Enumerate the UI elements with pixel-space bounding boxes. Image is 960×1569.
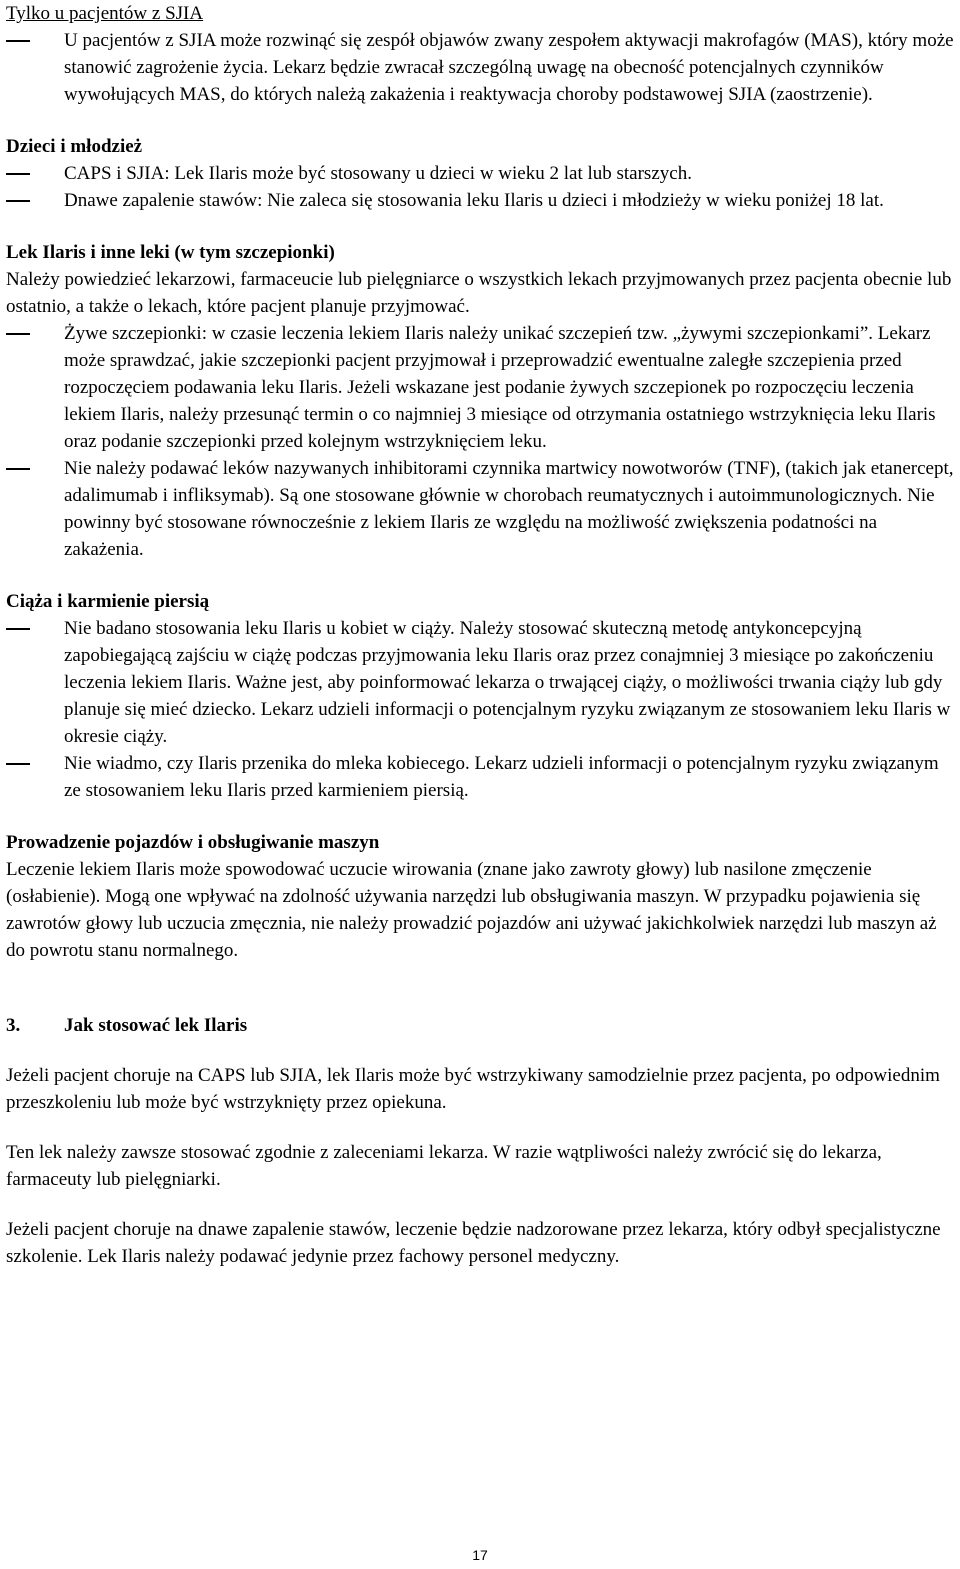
list-item: Nie badano stosowania leku Ilaris u kobiet w ciąży. Należy stosować skuteczną metodę antykoncepcyjną zapobiegającą zajściu w ciążę podczas przyjmowania leku Ilaris oraz przez conajmniej 3 miesiące po zakończeniu leczenia lekiem Ilaris. Ważne jest, aby poinformować lekarza o trwającej ciąży, o możliwości trwania ciąży lub gdy planuje się mieć dziecko. Lekarz udzieli informacji o potencjalnym ryzyku związanym ze stosowaniem leku Ilaris w okresie ciąży. [6, 615, 956, 750]
sjia-section-title: Tylko u pacjentów z SJIA [6, 3, 204, 24]
sjia-list [6, 27, 956, 108]
list-item: Dnawe zapalenie stawów: Nie zaleca się stosowania leku Ilaris u dzieci i młodzieży w wieku poniżej 18 lat. [6, 187, 956, 214]
children-section-title: Dzieci i młodzież [6, 136, 143, 157]
driving-section-title: Prowadzenie pojazdów i obsługiwanie maszyn [6, 832, 380, 853]
list-item: Żywe szczepionki: w czasie leczenia lekiem Ilaris należy unikać szczepień tzw. „żywymi szczepionkami”. Lekarz może sprawdzać, jakie szczepionki pacjent przyjmował i przeprowadzić ewentualne zaległe szczepienia przed rozpoczęciem podawania leku Ilaris. Jeżeli wskazane jest podanie żywych szczepionek po rozpoczęciu leczenia lekiem Ilaris, należy przesunąć termin o co najmniej 3 miesiące od otrzymania ostatniego wstrzyknięcia leku Ilaris oraz podanie szczepionki przed kolejnym wstrzyknięciem leku. [6, 320, 956, 455]
how-to-use-paragraph: Jeżeli pacjent choruje na dnawe zapalenie stawów, leczenie będzie nadzorowane przez lekarza, który odbył specjalistyczne szkolenie. Lek Ilaris należy podawać jedynie przez fachowy personel medyczny. [6, 1219, 941, 1267]
document-page [6, 0, 956, 1270]
other-meds-list [6, 320, 956, 563]
other-meds-intro: Należy powiedzieć lekarzowi, farmaceucie lub pielęgniarce o wszystkich lekach przyjmowanych przez pacjenta obecnie lub ostatnio, a także o lekach, które pacjent planuje przyjmować. [6, 269, 952, 317]
driving-text: Leczenie lekiem Ilaris może spowodować uczucie wirowania (znane jako zawroty głowy) lub nasilone zmęczenie (osłabienie). Mogą one wpływać na zdolność używania narzędzi lub obsługiwania maszyn. W przypadku pojawienia się zawrotów głowy lub uczucia zmęcznia, nie należy prowadzić pojazdów ani używać jakichkolwiek narzędzi lub maszyn aż do powrotu stanu normalnego. [6, 859, 937, 961]
other-meds-section-title: Lek Ilaris i inne leki (w tym szczepionki) [6, 242, 335, 263]
list-item: Nie należy podawać leków nazywanych inhibitorami czynnika martwicy nowotworów (TNF), (takich jak etanercept, adalimumab i infliksymab). Są one stosowane głównie w chorobach reumatycznych i autoimmunologicznych. Nie powinny być stosowane równocześnie z lekiem Ilaris ze względu na możliwość zwiększenia podatności na zakażenia. [6, 455, 956, 563]
list-item: CAPS i SJIA: Lek Ilaris może być stosowany u dzieci w wieku 2 lat lub starszych. [6, 160, 956, 187]
section-number: 3. [6, 1015, 21, 1036]
how-to-use-paragraph: Jeżeli pacjent choruje na CAPS lub SJIA, lek Ilaris może być wstrzykiwany samodzielnie przez pacjenta, po odpowiednim przeszkoleniu lub może być wstrzyknięty przez opiekuna. [6, 1065, 940, 1113]
section-title: Jak stosować lek Ilaris [64, 1015, 248, 1036]
how-to-use-paragraph: Ten lek należy zawsze stosować zgodnie z zaleceniami lekarza. W razie wątpliwości należy zwrócić się do lekarza, farmaceuty lub pielęgniarki. [6, 1142, 882, 1190]
list-item: U pacjentów z SJIA może rozwinąć się zespół objawów zwany zespołem aktywacji makrofagów (MAS), który może stanowić zagrożenie życia. Lekarz będzie zwracał szczególną uwagę na obecność potencjalnych czynników wywołujących MAS, do których należą zakażenia i reaktywacja choroby podstawowej SJIA (zaostrzenie). [6, 27, 956, 108]
section-3-heading [6, 1012, 956, 1039]
list-item: Nie wiadmo, czy Ilaris przenika do mleka kobiecego. Lekarz udzieli informacji o potencjalnym ryzyku związanym ze stosowaniem leku Ilaris przed karmieniem piersią. [6, 750, 956, 804]
page-number: 17 [472, 1547, 488, 1563]
pregnancy-section-title: Ciąża i karmienie piersią [6, 591, 210, 612]
children-list [6, 160, 956, 214]
pregnancy-list [6, 615, 956, 804]
